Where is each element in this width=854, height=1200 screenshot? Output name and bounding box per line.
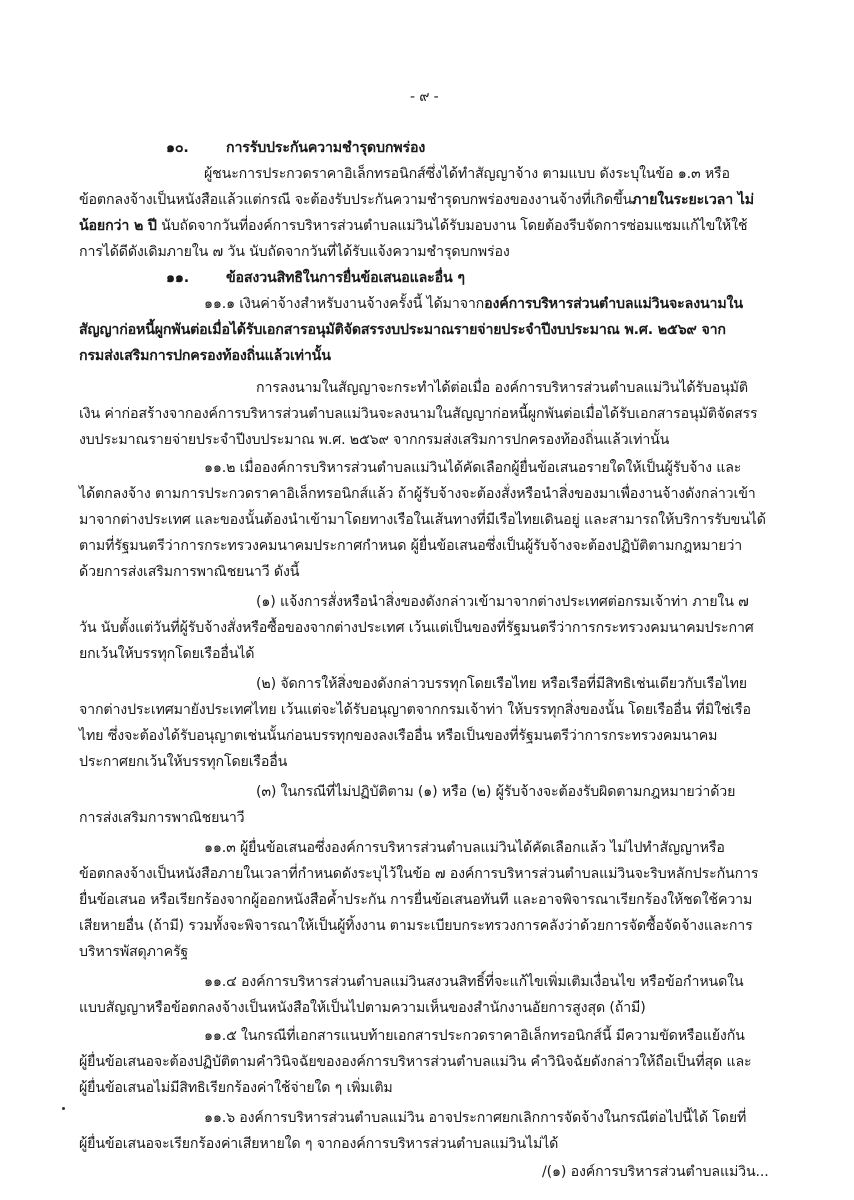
clause-11-2-line-4: ตามที่รัฐมนตรีว่าการกระทรวงคมนาคมประกาศกำหนด ผู้ยื่นข้อเสนอซึ่งเป็นผู้รับจ้างจะต้องปฏิบัติตามกฎหมายว่า bbox=[79, 538, 743, 554]
section-11-title: ข้อสงวนสิทธิในการยื่นข้อเสนอและอื่น ๆ bbox=[226, 270, 465, 286]
clause-11-1-line-2: สัญญาก่อหนี้ผูกพันต่อเมื่อได้รับเอกสารอนุมัติจัดสรรงบประมาณรายจ่ายประจำปีงบประมาณ พ.ศ. ๒๕๖๙ จาก bbox=[79, 322, 726, 338]
sub-item-1-line-3: ยกเว้นให้บรรทุกโดยเรืออื่นได้ bbox=[79, 646, 255, 662]
clause-11-4-line-2: แบบสัญญาหรือข้อตกลงจ้างเป็นหนังสือให้เป็นไปตามความเห็นของสำนักงานอัยการสูงสุด (ถ้ามี) bbox=[79, 1000, 646, 1016]
sub-item-3-line-2: การส่งเสริมการพาณิชยนาวี bbox=[79, 810, 245, 826]
clause-11-3-line-2: ข้อตกลงจ้างเป็นหนังสือภายในเวลาที่กำหนดดังระบุไว้ในข้อ ๗ องค์การบริหารส่วนตำบลแม่วินจะริบหลักประกันการ bbox=[79, 866, 759, 882]
sub-item-1-line-2: วัน นับตั้งแต่วันที่ผู้รับจ้างสั่งหรือซื้อของจากต่างประเทศ เว้นแต่เป็นของที่รัฐมนตรีว่าการกระทรวงคมนาคมประกาศ bbox=[79, 620, 754, 636]
sub-item-1-line-1: (๑) แจ้งการสั่งหรือนำสิ่งของดังกล่าวเข้ามาจากต่างประเทศต่อกรมเจ้าท่า ภายใน ๗ bbox=[256, 594, 749, 610]
sub-item-2-line-2: จากต่างประเทศมายังประเทศไทย เว้นแต่จะได้รับอนุญาตจากกรมเจ้าท่า ให้บรรทุกสิ่งของนั้น โดยเรืออื่น ที่มิใช่เรือ bbox=[79, 702, 751, 718]
clause-11-1-text: ๑๑.๑ เงินค่าจ้างสำหรับงานจ้างครั้งนี้ ได้มาจาก bbox=[204, 296, 485, 312]
clause-11-3-line-5: บริหารพัสดุภาครัฐ bbox=[79, 944, 189, 960]
clause-11-2-line-2: ได้ตกลงจ้าง ตามการประกวดราคาอิเล็กทรอนิกส์แล้ว ถ้าผู้รับจ้างจะต้องสั่งหรือนำสิ่งของมาเพื่องานจ้างดังกล่าวเข้า bbox=[79, 486, 756, 502]
clause-11-5-line-3: ผู้ยื่นข้อเสนอไม่มีสิทธิเรียกร้องค่าใช้จ่ายใด ๆ เพิ่มเติม bbox=[79, 1080, 393, 1096]
section-10-line-3-text: นับถัดจากวันที่องค์การบริหารส่วนตำบลแม่วินได้รับมอบงาน โดยต้องรีบจัดการซ่อมแซมแก้ไขให้ใช้ bbox=[156, 218, 748, 234]
section-10-title: การรับประกันความชำรุดบกพร่อง bbox=[226, 140, 426, 156]
clause-11-5-line-2: ผู้ยื่นข้อเสนอจะต้องปฏิบัติตามคำวินิจฉัยขององค์การบริหารส่วนตำบลแม่วิน คำวินิจฉัยดังกล่าวให้ถือเป็นที่สุด และ bbox=[79, 1054, 752, 1070]
section-10-line-2-text: ข้อตกลงจ้างเป็นหนังสือแล้วแต่กรณี จะต้องรับประกันความชำรุดบกพร่องของงานจ้างที่เกิดขึ้น bbox=[79, 192, 633, 208]
sub-item-3-line-1: (๓) ในกรณีที่ไม่ปฏิบัติตาม (๑) หรือ (๒) ผู้รับจ้างจะต้องรับผิดตามกฎหมายว่าด้วย bbox=[256, 784, 736, 800]
clause-11-1-para-2-line-1: การลงนามในสัญญาจะกระทำได้ต่อเมื่อ องค์การบริหารส่วนตำบลแม่วินได้รับอนุมัติ bbox=[256, 380, 748, 396]
clause-11-2-line-1: ๑๑.๒ เมื่อองค์การบริหารส่วนตำบลแม่วินได้คัดเลือกผู้ยื่นข้อเสนอรายใดให้เป็นผู้รับจ้าง และ bbox=[204, 460, 742, 476]
clause-11-6-line-1: ๑๑.๖ องค์การบริหารส่วนตำบลแม่วิน อาจประกาศยกเลิกการจัดจ้างในกรณีต่อไปนี้ได้ โดยที่ bbox=[204, 1110, 747, 1126]
page-number: - ๙ - bbox=[410, 89, 439, 105]
clause-11-4-line-1: ๑๑.๔ องค์การบริหารส่วนตำบลแม่วินสงวนสิทธิ์ที่จะแก้ไขเพิ่มเติมเงื่อนไข หรือข้อกำหนดใน bbox=[204, 974, 744, 990]
section-11-number: ๑๑. bbox=[166, 270, 189, 286]
section-10-line-4: การได้ดีดังเดิมภายใน ๗ วัน นับถัดจากวันที่ได้รับแจ้งความชำรุดบกพร่อง bbox=[79, 244, 510, 260]
section-10-line-2 bbox=[79, 189, 754, 211]
scan-speck bbox=[62, 1107, 65, 1110]
clause-11-1-para-2-line-3: งบประมาณรายจ่ายประจำปีงบประมาณ พ.ศ. ๒๕๖๙ จากกรมส่งเสริมการปกครองท้องถิ่นแล้วเท่านั้น bbox=[79, 432, 670, 448]
clause-11-1-bold: องค์การบริหารส่วนตำบลแม่วินจะลงนามใน bbox=[484, 296, 743, 312]
clause-11-3-line-3: ยื่นข้อเสนอ หรือเรียกร้องจากผู้ออกหนังสือค้ำประกัน การยื่นข้อเสนอทันที และอาจพิจารณาเรียกร้องให้ชดใช้ความ bbox=[79, 892, 753, 908]
section-10-number: ๑๐. bbox=[166, 140, 189, 156]
clause-11-1-line-1 bbox=[204, 293, 743, 315]
clause-11-3-line-4: เสียหายอื่น (ถ้ามี) รวมทั้งจะพิจารณาให้เป็นผู้ทิ้งงาน ตามระเบียบกระทรวงการคลังว่าด้วยการจัดซื้อจัดจ้างและการ bbox=[79, 918, 753, 934]
section-10-line-1: ผู้ชนะการประกวดราคาอิเล็กทรอนิกส์ซึ่งได้ทำสัญญาจ้าง ตามแบบ ดังระบุในข้อ ๑.๓ หรือ bbox=[204, 166, 730, 182]
continuation-note: /(๑) องค์การบริหารส่วนตำบลแม่วิน... bbox=[542, 1164, 769, 1180]
clause-11-2-line-3: มาจากต่างประเทศ และของนั้นต้องนำเข้ามาโดยทางเรือในเส้นทางที่มีเรือไทยเดินอยู่ และสามารถให้บริการรับขนได้ bbox=[79, 512, 766, 528]
sub-item-2-line-4: ประกาศยกเว้นให้บรรทุกโดยเรืออื่น bbox=[79, 754, 288, 770]
clause-11-2-line-5: ด้วยการส่งเสริมการพาณิชยนาวี ดังนี้ bbox=[79, 564, 300, 580]
section-10-line-3 bbox=[79, 215, 747, 237]
section-10-line-2-bold: ภายในระยะเวลา ไม่ bbox=[632, 192, 754, 208]
clause-11-1-para-2-line-2: เงิน ค่าก่อสร้างจากองค์การบริหารส่วนตำบลแม่วินจะลงนามในสัญญาก่อหนี้ผูกพันต่อเมื่อได้รับเอกสารอนุมัติจัดสรร bbox=[79, 406, 758, 422]
sub-item-2-line-3: ไทย ซึ่งจะต้องได้รับอนุญาตเช่นนั้นก่อนบรรทุกของลงเรืออื่น หรือเป็นของที่รัฐมนตรีว่าการกระทรวงคมนาคม bbox=[79, 728, 718, 744]
section-10-line-3-bold: น้อยกว่า ๒ ปี bbox=[79, 218, 157, 234]
clause-11-6-line-2: ผู้ยื่นข้อเสนอจะเรียกร้องค่าเสียหายใด ๆ จากองค์การบริหารส่วนตำบลแม่วินไม่ได้ bbox=[79, 1136, 559, 1152]
clause-11-5-line-1: ๑๑.๕ ในกรณีที่เอกสารแนบท้ายเอกสารประกวดราคาอิเล็กทรอนิกส์นี้ มีความขัดหรือแย้งกัน bbox=[204, 1028, 745, 1044]
clause-11-3-line-1: ๑๑.๓ ผู้ยื่นข้อเสนอซึ่งองค์การบริหารส่วนตำบลแม่วินได้คัดเลือกแล้ว ไม่ไปทำสัญญาหรือ bbox=[204, 840, 725, 856]
clause-11-1-line-3: กรมส่งเสริมการปกครองท้องถิ่นแล้วเท่านั้น bbox=[79, 348, 331, 364]
sub-item-2-line-1: (๒) จัดการให้สิ่งของดังกล่าวบรรทุกโดยเรือไทย หรือเรือที่มีสิทธิเช่นเดียวกับเรือไทย bbox=[256, 676, 747, 692]
